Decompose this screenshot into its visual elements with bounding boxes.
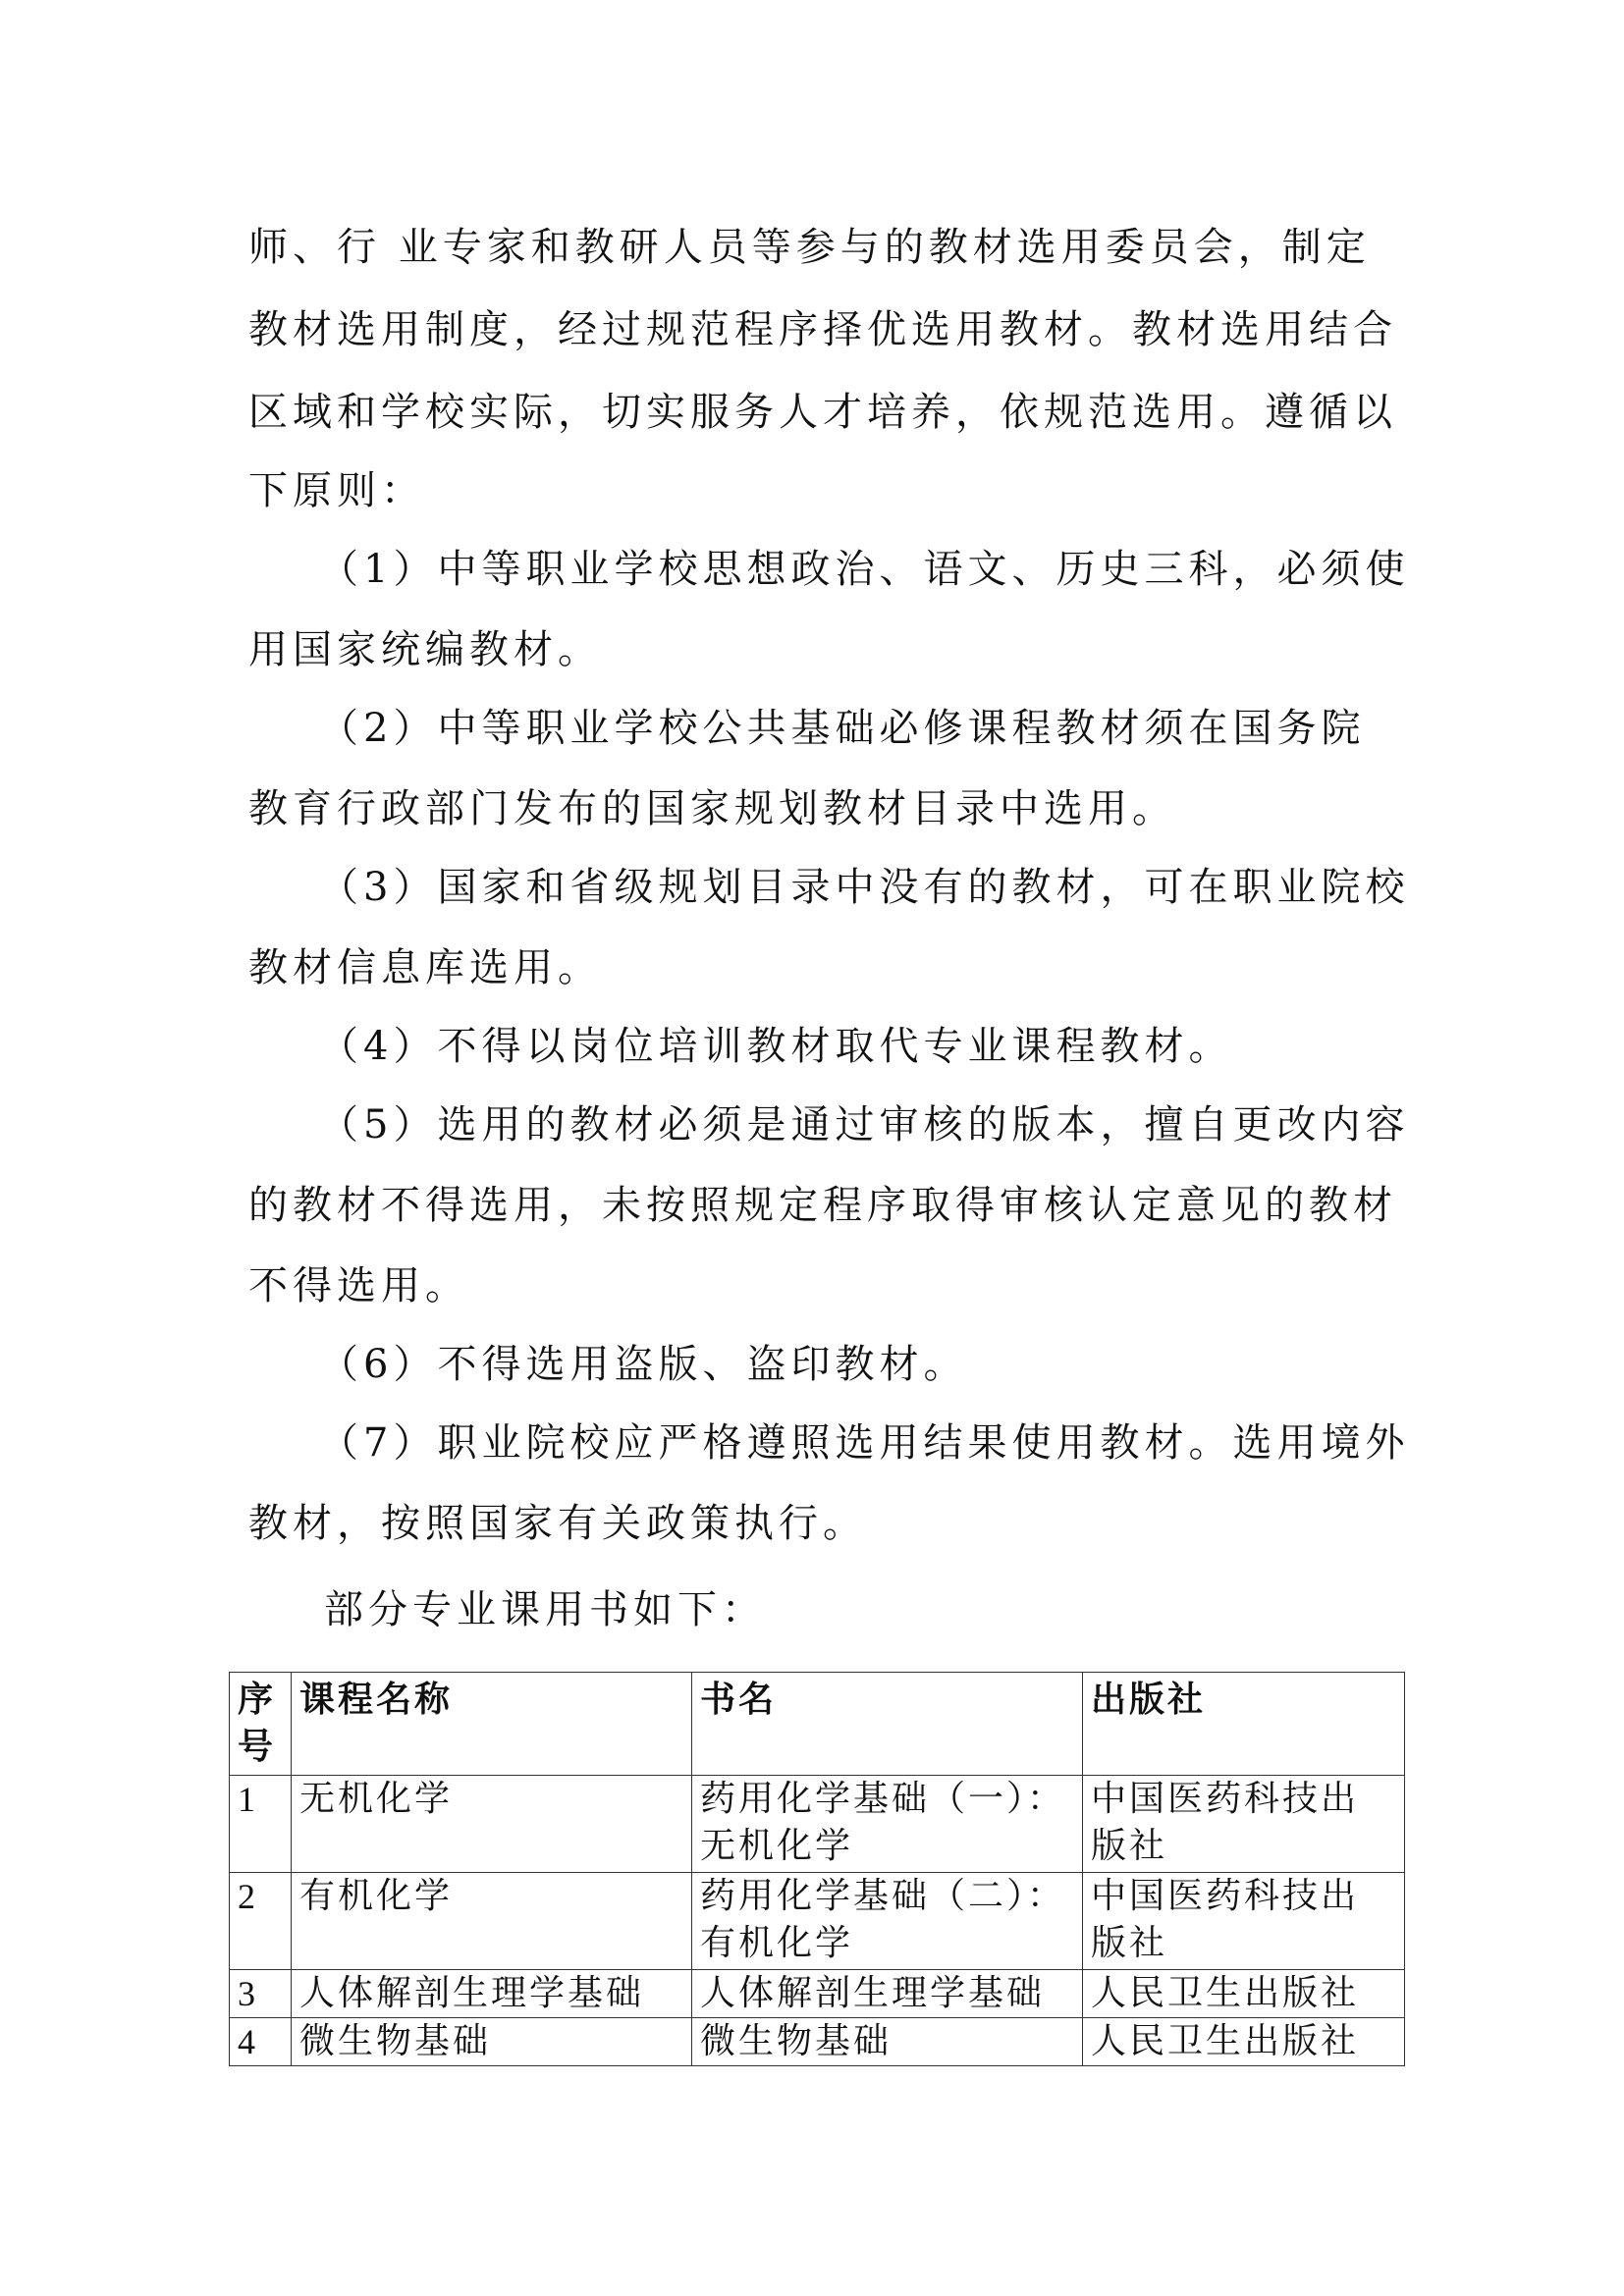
table-intro: 部分专业课用书如下： [324, 1587, 766, 1632]
header-index: 序号 [230, 1673, 292, 1776]
paragraph-line: 用国家统编教材。 [248, 627, 602, 672]
cell-course: 微生物基础 [292, 2018, 692, 2066]
cell-publisher: 人民卫生出版社 [1083, 1970, 1405, 2018]
cell-index: 3 [230, 1970, 292, 2018]
paragraph-line: （7）职业院校应严格遵照选用结果使用教材。选用境外 [319, 1420, 1410, 1466]
header-publisher: 出版社 [1083, 1673, 1405, 1776]
paragraph-line: 教材信息库选用。 [248, 945, 602, 990]
paragraph-line: （1）中等职业学校思想政治、语文、历史三科，必须使 [319, 547, 1410, 592]
paragraph-line: 的教材不得选用，未按照规定程序取得审核认定意见的教材 [248, 1183, 1397, 1228]
paragraph-line: 师、行 业专家和教研人员等参与的教材选用委员会，制定 [248, 225, 1371, 270]
paragraph-line: （5）选用的教材必须是通过审核的版本，擅自更改内容 [319, 1102, 1410, 1148]
table-row [230, 1873, 1405, 1970]
cell-book: 人体解剖生理学基础 [692, 1970, 1083, 2018]
textbook-table [229, 1672, 1405, 2066]
cell-index: 2 [230, 1873, 292, 1970]
paragraph-line: 教材，按照国家有关政策执行。 [248, 1501, 867, 1546]
table-row [230, 1776, 1405, 1873]
paragraph-line: （4）不得以岗位培训教材取代专业课程教材。 [319, 1024, 1233, 1069]
paragraph-line: 教材选用制度，经过规范程序择优选用教材。教材选用结合 [248, 307, 1397, 352]
header-course: 课程名称 [292, 1673, 692, 1776]
paragraph-line: （2）中等职业学校公共基础必修课程教材须在国务院 [319, 706, 1366, 751]
paragraph-line: 教育行政部门发布的国家规划教材目录中选用。 [248, 786, 1176, 831]
cell-index: 4 [230, 2018, 292, 2066]
table-row [230, 2018, 1405, 2066]
paragraph-line: 下原则： [248, 468, 425, 513]
cell-course: 有机化学 [292, 1873, 692, 1970]
cell-book: 微生物基础 [692, 2018, 1083, 2066]
paragraph-line: （6）不得选用盗版、盗印教材。 [319, 1342, 968, 1387]
paragraph-line: 区域和学校实际，切实服务人才培养，依规范选用。遵循以 [248, 390, 1397, 435]
paragraph-line: 不得选用。 [248, 1263, 469, 1308]
header-book: 书名 [692, 1673, 1083, 1776]
cell-book: 药用化学基础（一）：无机化学 [692, 1776, 1083, 1873]
cell-index: 1 [230, 1776, 292, 1873]
cell-publisher: 中国医药科技出版社 [1083, 1776, 1405, 1873]
cell-course: 人体解剖生理学基础 [292, 1970, 692, 2018]
table-header-row [230, 1673, 1405, 1776]
cell-course: 无机化学 [292, 1776, 692, 1873]
cell-publisher: 中国医药科技出版社 [1083, 1873, 1405, 1970]
cell-book: 药用化学基础（二）：有机化学 [692, 1873, 1083, 1970]
cell-publisher: 人民卫生出版社 [1083, 2018, 1405, 2066]
table-row [230, 1970, 1405, 2018]
paragraph-line: （3）国家和省级规划目录中没有的教材，可在职业院校 [319, 865, 1410, 910]
